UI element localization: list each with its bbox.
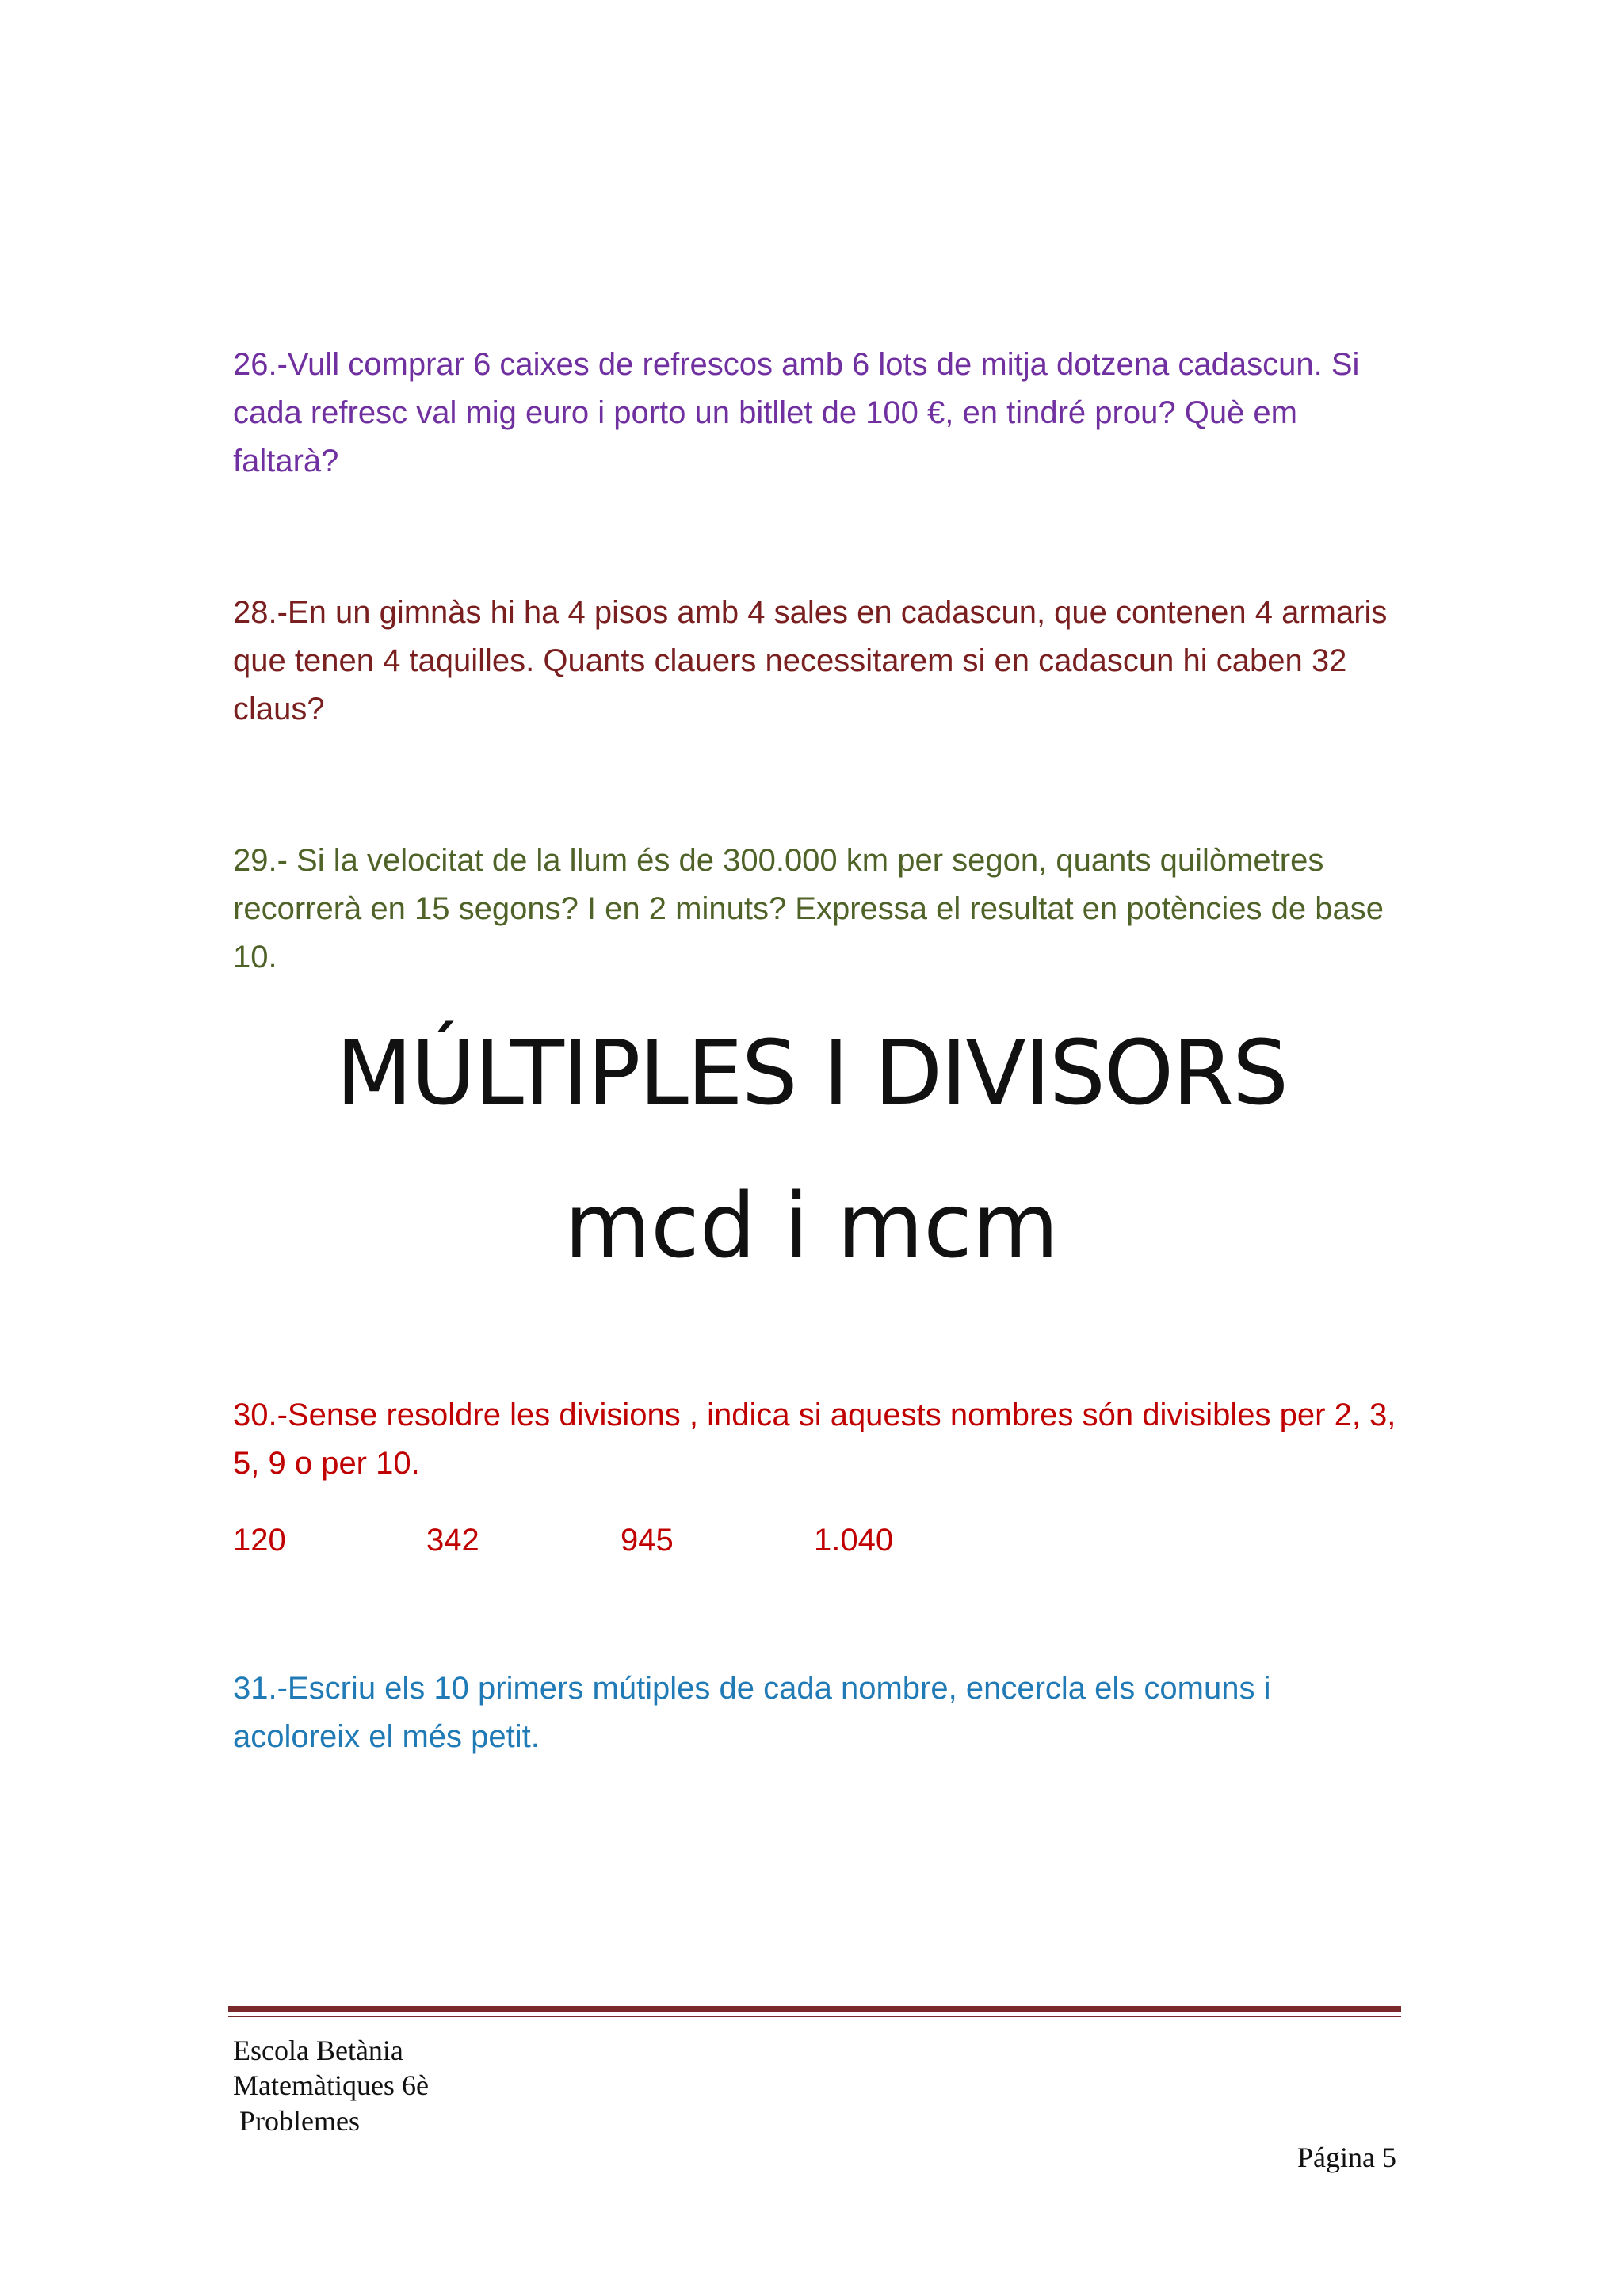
number-item: 945 (621, 1523, 674, 1558)
footer-subject: Matemàtiques 6è (233, 2069, 429, 2101)
footer-type: Problemes (239, 2105, 360, 2137)
number-item: 120 (233, 1523, 286, 1558)
section-subtitle: mcd i mcm (564, 1175, 1059, 1278)
section-title: MÚLTIPLES I DIVISORS (335, 1022, 1288, 1125)
footer-rule-thin (228, 2016, 1401, 2017)
problem-29: 29.- Si la velocitat de la llum és de 300.000 km per segon, quants quilòmetres recorrerà en 15 segons? I en 2 minuts? Expressa el resultat en potències de base 10. (233, 843, 1384, 974)
page-number: Página 5 (1297, 2142, 1396, 2173)
footer-school: Escola Betània (233, 2035, 403, 2066)
problem-26: 26.-Vull comprar 6 caixes de refrescos amb 6 lots de mitja dotzena cadascun. Si cada refresc val mig euro i porto un bitllet de 100 €, en tindré prou? Què em faltarà? (233, 347, 1360, 479)
problem-31: 31.-Escriu els 10 primers mútiples de cada nombre, encercla els comuns i acoloreix el més petit. (233, 1671, 1271, 1754)
problem-30-numbers (233, 1516, 1184, 1565)
number-item: 1.040 (814, 1523, 894, 1558)
footer-rule-thick (228, 2006, 1401, 2012)
problem-28: 28.-En un gimnàs hi ha 4 pisos amb 4 sales en cadascun, que contenen 4 armaris que tenen 4 taquilles. Quants clauers necessitarem si en cadascun hi caben 32 claus? (233, 595, 1388, 727)
problem-30: 30.-Sense resoldre les divisions , indica si aquests nombres són divisibles per 2, 3, 5, 9 o per 10. (233, 1398, 1396, 1481)
number-item: 342 (426, 1523, 479, 1558)
